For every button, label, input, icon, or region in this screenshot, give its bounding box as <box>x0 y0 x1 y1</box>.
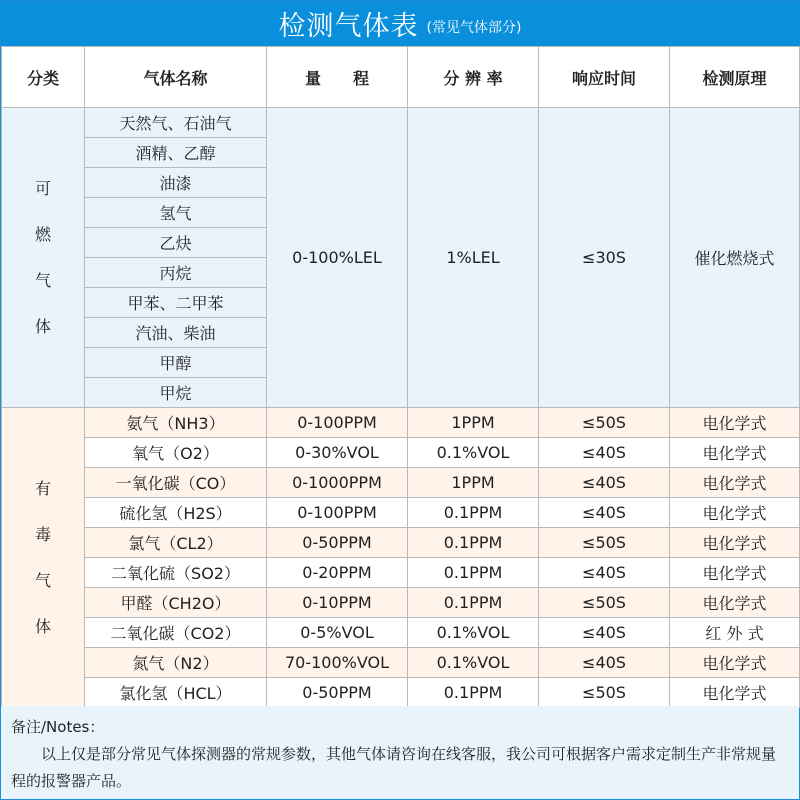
principle-cell: 电化学式 <box>670 468 800 498</box>
gas-name: 甲醛（CH2O） <box>85 588 267 618</box>
response-cell: ≤40S <box>539 618 670 648</box>
resolution-cell: 0.1PPM <box>408 528 539 558</box>
category-char: 可 <box>34 178 51 198</box>
gas-name: 甲烷 <box>85 378 267 408</box>
gas-name: 二氧化碳（CO2） <box>85 618 267 648</box>
combustible-principle: 催化燃烧式 <box>670 108 800 408</box>
table-row <box>2 438 800 468</box>
response-cell: ≤50S <box>539 588 670 618</box>
gas-name: 硫化氢（H2S） <box>85 498 267 528</box>
table-header-row <box>2 47 800 108</box>
header-gas-name: 气体名称 <box>85 47 267 108</box>
notes-section <box>1 706 799 799</box>
principle-cell: 电化学式 <box>670 498 800 528</box>
range-cell: 0-30%VOL <box>267 438 408 468</box>
title-bar <box>1 1 799 46</box>
combustible-range: 0-100%LEL <box>267 108 408 408</box>
response-cell: ≤40S <box>539 498 670 528</box>
principle-cell: 红 外 式 <box>670 618 800 648</box>
range-cell: 0-5%VOL <box>267 618 408 648</box>
response-cell: ≤40S <box>539 438 670 468</box>
gas-table <box>1 46 800 708</box>
table-row <box>2 108 800 138</box>
header-principle: 检测原理 <box>670 47 800 108</box>
range-cell: 0-50PPM <box>267 678 408 708</box>
response-cell: ≤40S <box>539 648 670 678</box>
category-char: 气 <box>34 570 51 590</box>
resolution-cell: 0.1%VOL <box>408 648 539 678</box>
gas-name: 汽油、柴油 <box>85 318 267 348</box>
gas-name: 乙炔 <box>85 228 267 258</box>
response-cell: ≤40S <box>539 468 670 498</box>
gas-name: 一氧化碳（CO） <box>85 468 267 498</box>
category-char: 毒 <box>34 524 51 544</box>
table-row <box>2 648 800 678</box>
combustible-resolution: 1%LEL <box>408 108 539 408</box>
gas-name: 氧气（O2） <box>85 438 267 468</box>
resolution-cell: 0.1%VOL <box>408 438 539 468</box>
category-char: 燃 <box>34 224 51 244</box>
resolution-cell: 0.1%VOL <box>408 618 539 648</box>
range-cell: 70-100%VOL <box>267 648 408 678</box>
category-char: 体 <box>34 316 51 336</box>
gas-name: 甲醇 <box>85 348 267 378</box>
resolution-cell: 0.1PPM <box>408 588 539 618</box>
range-cell: 0-100PPM <box>267 498 408 528</box>
principle-cell: 电化学式 <box>670 588 800 618</box>
range-cell: 0-10PPM <box>267 588 408 618</box>
gas-name: 氯气（CL2） <box>85 528 267 558</box>
principle-cell: 电化学式 <box>670 678 800 708</box>
table-row <box>2 528 800 558</box>
table-row <box>2 408 800 438</box>
table-row <box>2 498 800 528</box>
resolution-cell: 0.1PPM <box>408 498 539 528</box>
range-cell: 0-1000PPM <box>267 468 408 498</box>
resolution-cell: 0.1PPM <box>408 678 539 708</box>
combustible-response: ≤30S <box>539 108 670 408</box>
header-category: 分类 <box>2 47 85 108</box>
principle-cell: 电化学式 <box>670 408 800 438</box>
range-cell: 0-100PPM <box>267 408 408 438</box>
principle-cell: 电化学式 <box>670 648 800 678</box>
table-row <box>2 678 800 708</box>
gas-name: 油漆 <box>85 168 267 198</box>
page-subtitle: (常见气体部分) <box>426 19 522 36</box>
resolution-cell: 1PPM <box>408 408 539 438</box>
table-row <box>2 468 800 498</box>
gas-name: 丙烷 <box>85 258 267 288</box>
response-cell: ≤50S <box>539 408 670 438</box>
response-cell: ≤50S <box>539 528 670 558</box>
category-toxic <box>2 408 85 708</box>
table-row <box>2 558 800 588</box>
notes-body: 以上仅是部分常见气体探测器的常规参数，其他气体请咨询在线客服，我公司可根据客户需求定制生产非常规量程的报警器产品。 <box>11 745 777 790</box>
response-cell: ≤40S <box>539 558 670 588</box>
notes-label: 备注/Notes： <box>11 718 105 736</box>
resolution-cell: 1PPM <box>408 468 539 498</box>
page-title: 检测气体表 <box>278 11 419 42</box>
category-char: 气 <box>34 270 51 290</box>
header-resolution: 分 辨 率 <box>408 47 539 108</box>
category-combustible <box>2 108 85 408</box>
gas-name: 氯化氢（HCL） <box>85 678 267 708</box>
range-cell: 0-50PPM <box>267 528 408 558</box>
gas-name: 氢气 <box>85 198 267 228</box>
header-range: 量 程 <box>267 47 408 108</box>
gas-name: 甲苯、二甲苯 <box>85 288 267 318</box>
category-char: 有 <box>34 478 51 498</box>
table-row <box>2 618 800 648</box>
gas-name: 氨气（NH3） <box>85 408 267 438</box>
principle-cell: 电化学式 <box>670 438 800 468</box>
gas-name: 酒精、乙醇 <box>85 138 267 168</box>
resolution-cell: 0.1PPM <box>408 558 539 588</box>
table-row <box>2 588 800 618</box>
gas-name: 二氧化硫（SO2） <box>85 558 267 588</box>
range-cell: 0-20PPM <box>267 558 408 588</box>
gas-name: 天然气、石油气 <box>85 108 267 138</box>
category-char: 体 <box>34 616 51 636</box>
response-cell: ≤50S <box>539 678 670 708</box>
header-response-time: 响应时间 <box>539 47 670 108</box>
gas-name: 氮气（N2） <box>85 648 267 678</box>
principle-cell: 电化学式 <box>670 528 800 558</box>
principle-cell: 电化学式 <box>670 558 800 588</box>
